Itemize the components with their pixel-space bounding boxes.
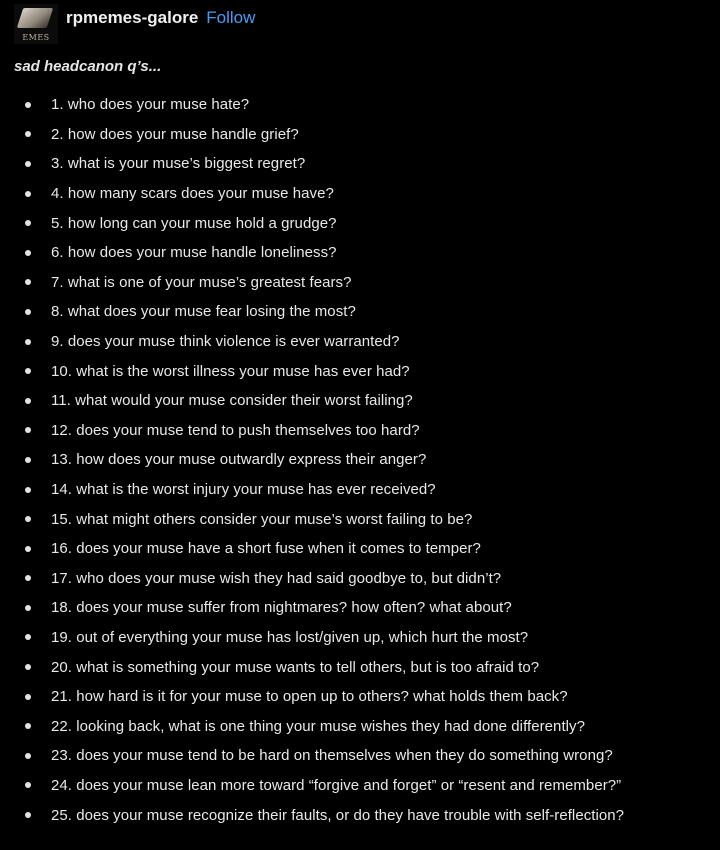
question-text: 2. how does your muse handle grief? bbox=[51, 125, 299, 143]
question-text: 17. who does your muse wish they had said goodbye to, but didn’t? bbox=[51, 569, 502, 587]
list-item bbox=[0, 593, 720, 623]
list-item bbox=[0, 356, 720, 386]
question-text: 24. does your muse lean more toward “forgive and forget” or “resent and remember?” bbox=[51, 776, 622, 794]
question-text: 23. does your muse tend to be hard on themselves when they do something wrong? bbox=[51, 747, 613, 765]
list-item bbox=[0, 149, 720, 179]
question-text: 4. how many scars does your muse have? bbox=[51, 185, 334, 203]
question-text: 5. how long can your muse hold a grudge? bbox=[51, 214, 337, 232]
bullet-icon bbox=[25, 309, 31, 315]
list-item bbox=[0, 416, 720, 446]
question-text: 7. what is one of your muse’s greatest fears? bbox=[51, 273, 352, 291]
list-item bbox=[0, 297, 720, 327]
bullet-icon bbox=[25, 694, 31, 700]
bullet-icon bbox=[25, 427, 31, 433]
list-item bbox=[0, 534, 720, 564]
bullet-icon bbox=[25, 605, 31, 611]
bullet-icon bbox=[25, 131, 31, 137]
list-item bbox=[0, 741, 720, 771]
bullet-icon bbox=[25, 812, 31, 818]
bullet-icon bbox=[25, 457, 31, 463]
list-item bbox=[0, 771, 720, 801]
question-text: 13. how does your muse outwardly express their anger? bbox=[51, 451, 427, 469]
post-header bbox=[14, 4, 255, 44]
question-text: 6. how does your muse handle loneliness? bbox=[51, 244, 337, 262]
bullet-icon bbox=[25, 398, 31, 404]
question-text: 9. does your muse think violence is ever warranted? bbox=[51, 333, 400, 351]
list-item bbox=[0, 711, 720, 741]
bullet-icon bbox=[25, 782, 31, 788]
list-item bbox=[0, 623, 720, 653]
question-text: 10. what is the worst illness your muse has ever had? bbox=[51, 362, 410, 380]
bullet-icon bbox=[25, 279, 31, 285]
question-text: 18. does your muse suffer from nightmares? how often? what about? bbox=[51, 599, 512, 617]
list-item bbox=[0, 652, 720, 682]
list-item bbox=[0, 800, 720, 830]
bullet-icon bbox=[25, 368, 31, 374]
bullet-icon bbox=[25, 220, 31, 226]
list-item bbox=[0, 268, 720, 298]
bullet-icon bbox=[25, 516, 31, 522]
question-text: 3. what is your muse’s biggest regret? bbox=[51, 155, 306, 173]
bullet-icon bbox=[25, 546, 31, 552]
avatar-image bbox=[17, 8, 53, 28]
question-text: 16. does your muse have a short fuse when it comes to temper? bbox=[51, 540, 481, 558]
bullet-icon bbox=[25, 339, 31, 345]
list-item bbox=[0, 682, 720, 712]
question-text: 14. what is the worst injury your muse has ever received? bbox=[51, 481, 436, 499]
list-item bbox=[0, 327, 720, 357]
bullet-icon bbox=[25, 664, 31, 670]
list-item bbox=[0, 208, 720, 238]
bullet-icon bbox=[25, 250, 31, 256]
question-text: 11. what would your muse consider their worst failing? bbox=[51, 392, 413, 410]
question-text: 25. does your muse recognize their faults, or do they have trouble with self-reflection? bbox=[51, 806, 625, 824]
follow-button[interactable]: Follow bbox=[206, 8, 256, 27]
question-text: 20. what is something your muse wants to tell others, but is too afraid to? bbox=[51, 658, 540, 676]
list-item bbox=[0, 238, 720, 268]
list-item bbox=[0, 564, 720, 594]
question-list bbox=[0, 90, 720, 830]
list-item bbox=[0, 504, 720, 534]
list-item bbox=[0, 90, 720, 120]
list-item bbox=[0, 179, 720, 209]
list-item bbox=[0, 120, 720, 150]
question-text: 12. does your muse tend to push themselves too hard? bbox=[51, 421, 420, 439]
list-item bbox=[0, 445, 720, 475]
avatar[interactable] bbox=[14, 4, 58, 44]
blog-name[interactable]: rpmemes-galore bbox=[66, 8, 199, 27]
list-item bbox=[0, 475, 720, 505]
question-text: 19. out of everything your muse has lost/given up, which hurt the most? bbox=[51, 628, 529, 646]
bullet-icon bbox=[25, 723, 31, 729]
bullet-icon bbox=[25, 634, 31, 640]
list-item bbox=[0, 386, 720, 416]
bullet-icon bbox=[25, 753, 31, 759]
question-text: 8. what does your muse fear losing the most? bbox=[51, 303, 356, 321]
bullet-icon bbox=[25, 191, 31, 197]
bullet-icon bbox=[25, 575, 31, 581]
question-text: 15. what might others consider your muse’s worst failing to be? bbox=[51, 510, 473, 528]
bullet-icon bbox=[25, 102, 31, 108]
bullet-icon bbox=[25, 487, 31, 493]
question-text: 21. how hard is it for your muse to open up to others? what holds them back? bbox=[51, 688, 568, 706]
bullet-icon bbox=[25, 161, 31, 167]
avatar-text: EMES bbox=[22, 33, 50, 42]
question-text: 22. looking back, what is one thing your muse wishes they had done differently? bbox=[51, 717, 585, 735]
post-title: sad headcanon q’s... bbox=[14, 58, 162, 75]
question-text: 1. who does your muse hate? bbox=[51, 96, 250, 114]
